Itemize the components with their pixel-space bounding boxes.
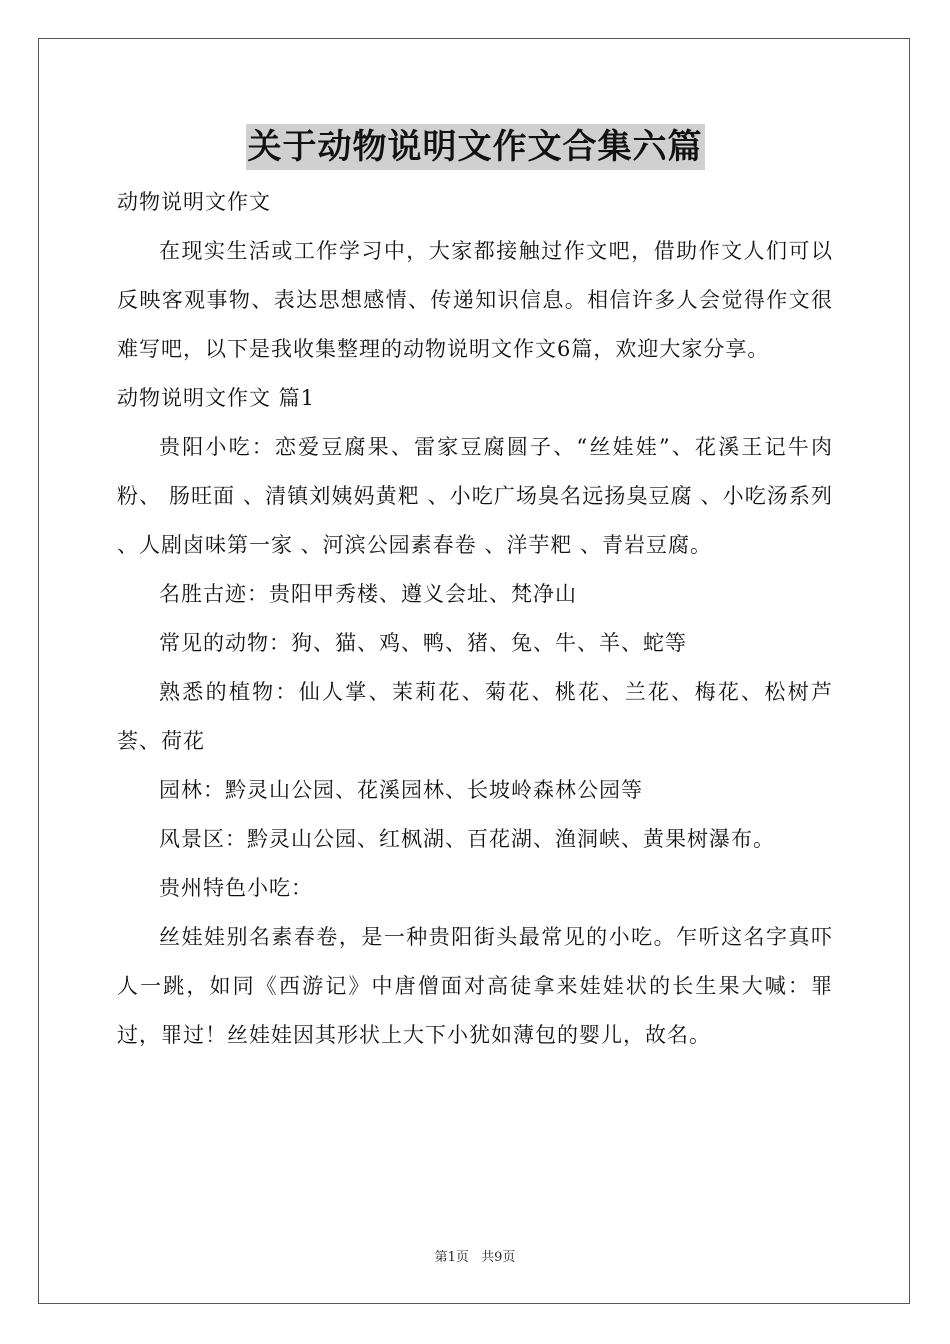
paragraph: 园林：黔灵山公园、花溪园林、长坡岭森林公园等 xyxy=(159,778,643,802)
page-number: 第1页 xyxy=(434,1250,469,1265)
paragraph: 动物说明文作文 xyxy=(117,190,271,214)
document-body xyxy=(117,178,833,1060)
paragraph: 名胜古迹：贵阳甲秀楼、遵义会址、梵净山 xyxy=(159,582,577,606)
section-heading: 动物说明文作文 篇1 xyxy=(117,386,316,410)
document-title: 关于动物说明文作文合集六篇 xyxy=(246,124,705,170)
paragraph: 风景区：黔灵山公园、红枫湖、百花湖、渔洞峡、黄果树瀑布。 xyxy=(159,827,775,851)
title-container xyxy=(0,124,950,170)
paragraph: 常见的动物：狗、猫、鸡、鸭、猪、兔、牛、羊、蛇等 xyxy=(159,631,687,655)
page-footer xyxy=(0,1246,950,1265)
paragraph: 贵阳小吃：恋爱豆腐果、雷家豆腐圆子、“丝娃娃”、花溪王记牛肉粉、 肠旺面 、清镇刘姨妈黄粑 、小吃广场臭名远扬臭豆腐 、小吃汤系列 、人剧卤味第一家 、河滨公园素春卷 、洋芋粑 、青岩豆腐。 xyxy=(117,435,833,557)
paragraph: 熟悉的植物：仙人掌、茉莉花、菊花、桃花、兰花、梅花、松树芦荟、荷花 xyxy=(117,680,833,753)
page-total: 共9页 xyxy=(481,1250,516,1265)
paragraph: 贵州特色小吃： xyxy=(159,876,313,900)
paragraph: 丝娃娃别名素春卷，是一种贵阳街头最常见的小吃。乍听这名字真吓人一跳，如同《西游记》中唐僧面对高徒拿来娃娃状的长生果大喊：罪过，罪过！丝娃娃因其形状上大下小犹如薄包的婴儿，故名。 xyxy=(117,925,833,1047)
paragraph: 在现实生活或工作学习中，大家都接触过作文吧，借助作文人们可以反映客观事物、表达思想感情、传递知识信息。相信许多人会觉得作文很难写吧，以下是我收集整理的动物说明文作文6篇，欢迎大家分享。 xyxy=(117,239,833,361)
